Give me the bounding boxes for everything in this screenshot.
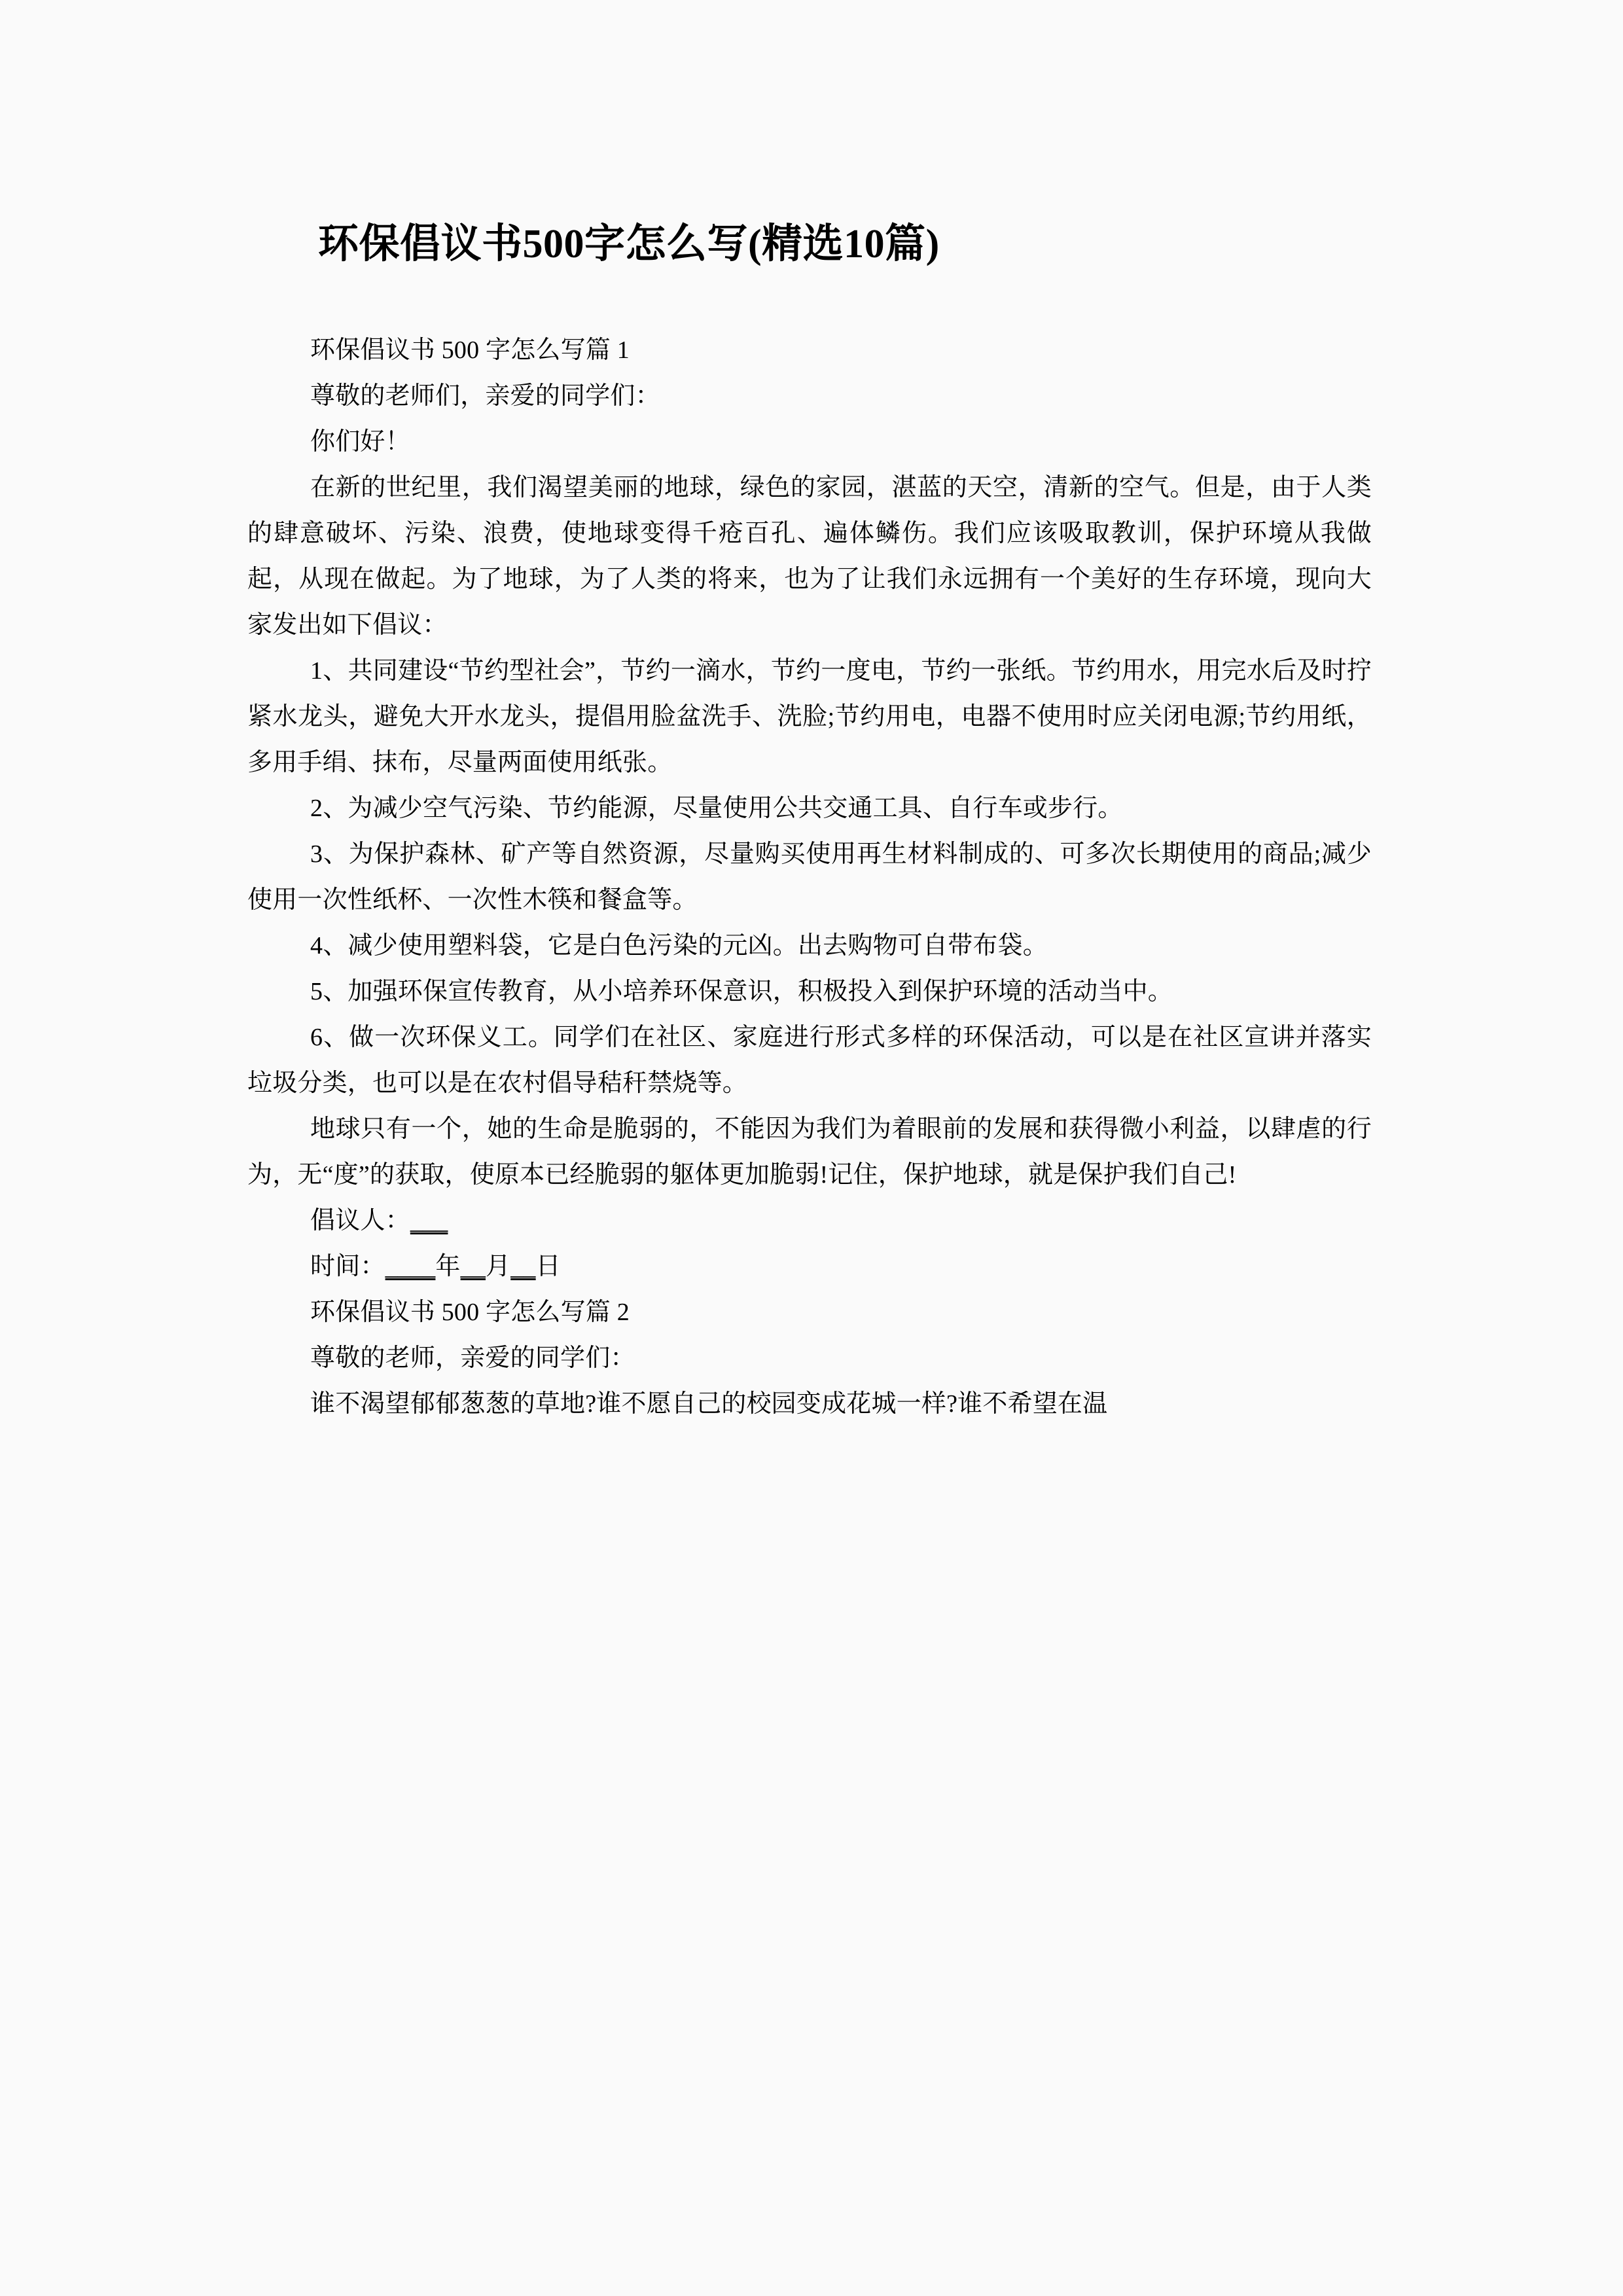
proposal-item-1: 1、共同建设“节约型社会”，节约一滴水，节约一度电，节约一张纸。节约用水，用完水后及时拧紧水龙头，避免大开水龙头，提倡用脸盆洗手、洗脸;节约用电，电器不使用时应关闭电源;节约用纸，多用手绢、抹布，尽量两面使用纸张。 — [247, 657, 1372, 776]
signature-proposer-blank: ___ — [410, 1207, 448, 1234]
section-heading-2: 环保倡议书 500 字怎么写篇 2 — [310, 1299, 630, 1326]
signature-date-year-blank: ____ — [385, 1253, 436, 1280]
proposal-item-6: 6、做一次环保义工。同学们在社区、家庭进行形式多样的环保活动，可以是在社区宣讲并落实垃圾分类，也可以是在农村倡导秸秆禁烧等。 — [247, 1024, 1372, 1097]
proposal-item-5: 5、加强环保宣传教育，从小培养环保意识，积极投入到保护环境的活动当中。 — [310, 978, 1173, 1005]
signature-date-month-blank: __ — [460, 1253, 486, 1280]
proposal-item-2: 2、为减少空气污染、节约能源，尽量使用公共交通工具、自行车或步行。 — [310, 795, 1123, 822]
closing-paragraph-1: 地球只有一个，她的生命是脆弱的，不能因为我们为着眼前的发展和获得微小利益，以肆虐的行为，无“度”的获取，使原本已经脆弱的躯体更加脆弱!记住，保护地球，就是保护我们自己! — [247, 1115, 1372, 1189]
signature-proposer — [247, 1198, 1372, 1244]
body-paragraph-2-clipped: 谁不渴望郁郁葱葱的草地?谁不愿自己的校园变成花城一样?谁不希望在温 — [310, 1390, 1108, 1418]
signature-proposer-label: 倡议人： — [310, 1207, 410, 1234]
greeting-1: 你们好！ — [310, 428, 410, 456]
signature-date-year-unit: 年 — [435, 1253, 461, 1280]
signature-date-day-blank: __ — [510, 1253, 536, 1280]
proposal-item-3: 3、为保护森林、矿产等自然资源，尽量购买使用再生材料制成的、可多次长期使用的商品;减少使用一次性纸杯、一次性木筷和餐盒等。 — [247, 840, 1372, 914]
page-title: 环保倡议书500字怎么写(精选10篇) — [318, 221, 940, 266]
salutation-1: 尊敬的老师们，亲爱的同学们： — [310, 382, 660, 410]
signature-date-month-unit: 月 — [486, 1253, 511, 1280]
proposal-item-4: 4、减少使用塑料袋，它是白色污染的元凶。出去购物可自带布袋。 — [310, 932, 1048, 960]
document-body — [247, 327, 1372, 1427]
signature-date-label: 时间： — [310, 1253, 385, 1280]
salutation-2: 尊敬的老师，亲爱的同学们： — [310, 1344, 635, 1372]
body-paragraph-intro: 在新的世纪里，我们渴望美丽的地球，绿色的家园，湛蓝的天空，清新的空气。但是，由于人类的肆意破坏、污染、浪费，使地球变得千疮百孔、遍体鳞伤。我们应该吸取教训，保护环境从我做起，从现在做起。为了地球，为了人类的将来，也为了让我们永远拥有一个美好的生存环境，现向大家发出如下倡议： — [247, 474, 1372, 639]
signature-date-day-unit: 日 — [535, 1253, 561, 1280]
signature-date — [247, 1244, 1372, 1289]
section-heading-1: 环保倡议书 500 字怎么写篇 1 — [310, 336, 630, 364]
